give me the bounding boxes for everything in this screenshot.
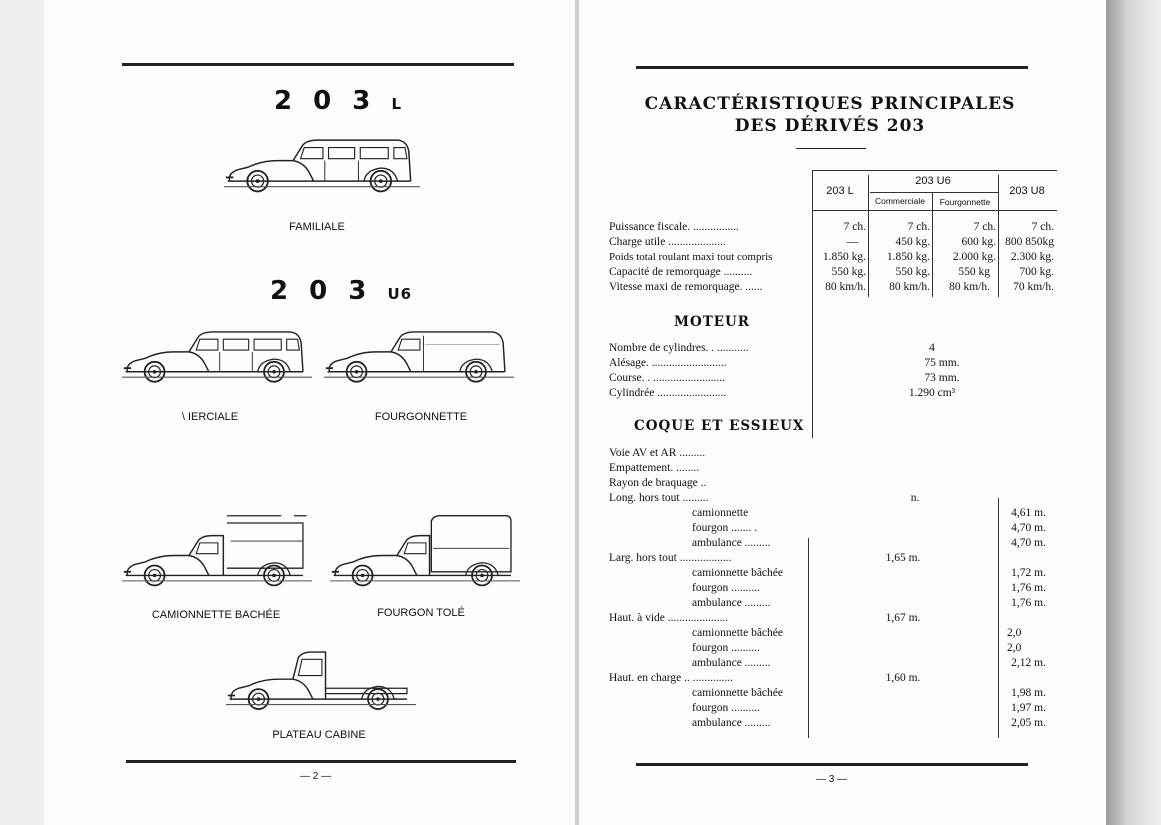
title-underline [796, 148, 866, 149]
cell-value: 80 km/h. [949, 281, 990, 293]
long-sub-value: 4,61 m. [1011, 507, 1046, 519]
col-header-203u6: 203 U6 [915, 175, 951, 187]
vline-1 [812, 170, 813, 438]
specs-title-line2: DES DÉRIVÉS 203 [734, 116, 926, 136]
cell-value: 1.850 kg. [822, 251, 866, 263]
moteur-label-alesage: Alésage. .......................... [609, 357, 727, 369]
cell-value: 7 ch. [973, 221, 996, 233]
cell-value: 2.000 kg. [952, 251, 996, 263]
haut-charge-sub-label: fourgon .......... [692, 702, 760, 714]
caption-commerciale: \ IERCIALE [181, 411, 239, 423]
moteur-value-course: 73 mm. [924, 372, 960, 384]
col-header-203l: 203 L [826, 185, 854, 197]
long-sub-value: 4,70 m. [1011, 537, 1046, 549]
coque-label-haut-vide: Haut. à vide ..................... [609, 612, 729, 624]
larg-sub-label: camionnette bâchée [692, 567, 783, 579]
specs-title-line1: CARACTÉRISTIQUES PRINCIPALES [644, 94, 1016, 114]
coque-label-voie: Voie AV et AR ......... [609, 447, 706, 459]
haut-charge-sub-value: 1,98 m. [1011, 687, 1046, 699]
cell-value: 700 kg. [1019, 266, 1054, 278]
larg-sub-value: 1,76 m. [1011, 597, 1046, 609]
haut-vide-sub-label: camionnette bâchée [692, 627, 783, 639]
model-suffix: L [391, 95, 403, 113]
larg-sub-value: 1,72 m. [1011, 567, 1046, 579]
fourgon-tole-car-drawing [330, 508, 520, 594]
row-label-charge: Charge utile .................... [609, 236, 726, 248]
cell-value: 7 ch. [843, 221, 866, 233]
larg-sub-label: ambulance ......... [692, 597, 771, 609]
moteur-value-cylindres: 4 [929, 342, 935, 354]
haut-charge-sub-label: camionnette bâchée [692, 687, 783, 699]
caption-fourgon-tole: FOURGON TOLÉ [377, 607, 465, 619]
coque-label-long: Long. hors tout ......... [609, 492, 709, 504]
page-number-left: — 2 — [300, 771, 332, 782]
coque-label-rayon: Rayon de braquage .. [609, 477, 707, 489]
long-sub-label: camionnette [692, 507, 749, 519]
camionnette-car-drawing [122, 508, 312, 594]
long-sub-label: fourgon ....... . [692, 522, 757, 534]
table-top-line [812, 170, 1057, 171]
top-rule-left [122, 63, 514, 66]
larg-sub-value: 1,76 m. [1011, 582, 1046, 594]
haut-vide-sub-label: ambulance ......... [692, 657, 771, 669]
model-number: 2 0 3 [270, 276, 373, 306]
page-edge-shadow [1106, 0, 1161, 825]
caption-fourgonnette: FOURGONNETTE [374, 411, 468, 423]
coque-value-long-mid: n. [910, 492, 920, 504]
caption-plateau-cabine: PLATEAU CABINE [272, 729, 366, 741]
fourgonnette-car-drawing [324, 322, 514, 398]
moteur-label-course: Course. . ......................... [609, 372, 725, 384]
col-header-203u8: 203 U8 [1009, 185, 1045, 197]
top-rule-right [636, 66, 1028, 69]
page-binding [575, 0, 579, 825]
moteur-label-cylindree: Cylindrée ........................ [609, 387, 727, 399]
haut-charge-sub-value: 1,97 m. [1011, 702, 1046, 714]
larg-sub-label: fourgon .......... [692, 582, 760, 594]
cell-value: 800 850kg [1005, 236, 1054, 248]
coque-value-larg-mid: 1,65 m. [885, 552, 921, 564]
model-suffix: U6 [387, 285, 413, 303]
header-bottom-line [812, 210, 1057, 211]
coque-label-larg: Larg. hors tout .................. [609, 552, 732, 564]
cell-value: 7 ch. [907, 221, 930, 233]
col-header-commerciale: Commerciale [874, 196, 926, 206]
cell-value: 550 kg. [831, 266, 866, 278]
vline-lower-left [808, 538, 809, 738]
moteur-value-cylindree: 1.290 cm³ [908, 387, 956, 399]
coque-value-haut-charge-mid: 1,60 m. [885, 672, 921, 684]
row-label-puissance: Puissance fiscale. ................ [609, 221, 739, 233]
model-203u6-title [270, 276, 412, 306]
u6-divider [870, 192, 998, 193]
commerciale-car-drawing [122, 322, 312, 398]
page-number-right: — 3 — [816, 774, 848, 785]
col-header-fourgonnette: Fourgonnette [939, 197, 991, 207]
row-label-capacite: Capacité de remorquage .......... [609, 266, 753, 278]
haut-charge-sub-value: 2,05 m. [1011, 717, 1046, 729]
moteur-label-cylindres: Nombre de cylindres. . ........... [609, 342, 749, 354]
cell-value: 80 km/h. [825, 281, 866, 293]
cell-value: 7 ch. [1031, 221, 1054, 233]
cell-value: 80 km/h. [889, 281, 930, 293]
long-sub-label: ambulance ......... [692, 537, 771, 549]
bottom-rule-right [636, 763, 1028, 766]
coque-label-haut-charge: Haut. en charge .. .............. [609, 672, 734, 684]
row-label-poids: Poids total roulant maxi tout compris [609, 251, 773, 263]
coque-value-haut-vide-mid: 1,67 m. [885, 612, 921, 624]
cell-value: — [846, 236, 858, 248]
cell-value: 550 kg. [895, 266, 930, 278]
moteur-value-alesage: 75 mm. [924, 357, 960, 369]
model-number: 2 0 3 [274, 86, 377, 116]
cell-value: 600 kg. [961, 236, 996, 248]
cell-value: 550 kg [958, 266, 990, 278]
section-title-coque: COQUE ET ESSIEUX [634, 418, 805, 434]
familiale-car-drawing [224, 130, 420, 208]
bottom-rule-left [126, 760, 516, 763]
haut-vide-sub-value: 2,0 [1007, 642, 1022, 654]
haut-vide-sub-value: 2,12 m. [1011, 657, 1046, 669]
row-label-vitesse: Vitesse maxi de remorquage. ...... [609, 281, 763, 293]
coque-label-empattement: Empattement. ........ [609, 462, 700, 474]
cell-value: 70 km/h. [1013, 281, 1054, 293]
caption-familiale: FAMILIALE [289, 221, 345, 233]
haut-vide-sub-value: 2,0 [1007, 627, 1022, 639]
section-title-moteur: MOTEUR [674, 314, 751, 330]
cell-value: 1.850 kg. [886, 251, 930, 263]
cell-value: 450 kg. [895, 236, 930, 248]
long-sub-value: 4,70 m. [1011, 522, 1046, 534]
haut-charge-sub-label: ambulance ......... [692, 717, 771, 729]
cell-value: 2.300 kg. [1010, 251, 1054, 263]
caption-camionnette-bachee: CAMIONNETTE BACHÉE [151, 609, 281, 621]
plateau-cabine-car-drawing [226, 646, 416, 716]
haut-vide-sub-label: fourgon .......... [692, 642, 760, 654]
model-203l-title [274, 86, 402, 116]
